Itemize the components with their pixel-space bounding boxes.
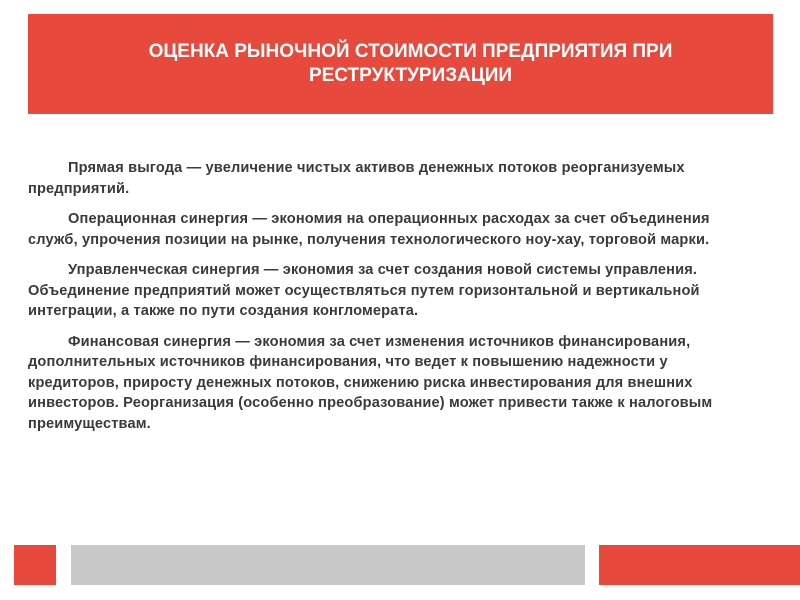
title-banner	[28, 14, 773, 114]
footer-decor-middle	[71, 545, 585, 585]
slide-body	[28, 158, 758, 444]
paragraph-operational-synergy: Операционная синергия — экономия на операционных расходах за счет объединения служб, упрочения позиции на рынке, получения технологического ноу-хау, торговой марки.	[28, 211, 710, 248]
footer-decor-right	[599, 545, 800, 585]
footer-decor-left	[14, 545, 56, 585]
paragraph-financial-synergy: Финансовая синергия — экономия за счет изменения источников финансирования, дополнительных источников финансирования, что ведет к повышению надежности у кредиторов, приросту денежных потоков, снижению риска инвестирования для внешних инвесторов. Реорганизация (особенно преобразование) может привести также к налоговым преимуществам.	[28, 333, 713, 432]
paragraph-direct-benefit: Прямая выгода — увеличение чистых активов денежных потоков реорганизуемых предприятий.	[28, 160, 685, 197]
slide-title: ОЦЕНКА РЫНОЧНОЙ СТОИМОСТИ ПРЕДПРИЯТИЯ ПРИ РЕСТРУКТУРИЗАЦИИ	[148, 41, 673, 86]
paragraph-managerial-synergy: Управленческая синергия — экономия за счет создания новой системы управления. Объединение предприятий может осуществляться путем горизонтальной и вертикальной интеграции, а также по пути создания конгломерата.	[28, 262, 700, 319]
